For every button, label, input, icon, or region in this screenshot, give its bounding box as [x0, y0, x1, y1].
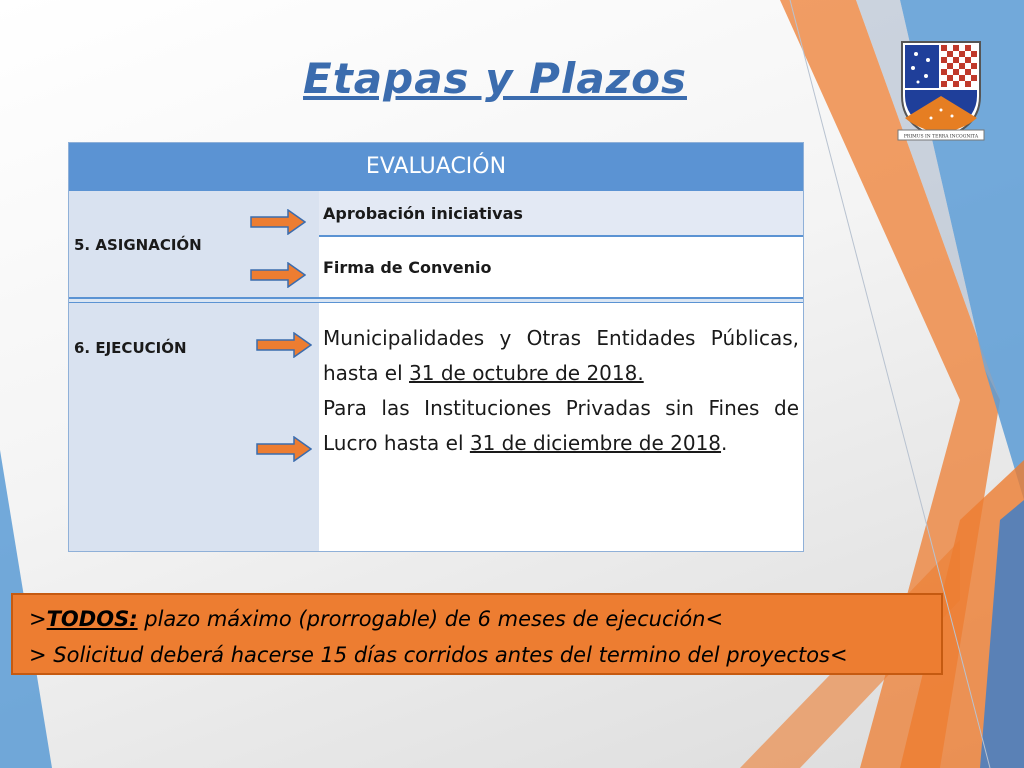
- crest-motto: PRIMUS IN TERRA INCOGNITA: [903, 134, 979, 140]
- note-line1-prefix: >: [29, 607, 47, 631]
- stage-label-ejecucion: 6. EJECUCIÓN: [74, 339, 187, 357]
- municipal-deadline-date: 31 de octubre de 2018.: [409, 361, 644, 385]
- municipal-deadline-text: Municipalidades y Otras Entidades Públicas, hasta el: [323, 326, 799, 385]
- ejecucion-detail-cell: [319, 303, 803, 551]
- note-line1-text: plazo máximo (prorrogable) de 6 meses de ejecución<: [137, 607, 724, 631]
- private-deadline-end: .: [721, 431, 728, 455]
- private-deadline-date: 31 de diciembre de 2018: [469, 431, 722, 455]
- item-aprobacion-iniciativas: Aprobación iniciativas: [319, 191, 803, 237]
- ejecucion-deadlines-text: [323, 321, 799, 461]
- item-firma-convenio: Firma de Convenio: [319, 239, 803, 297]
- note-todos-label: TODOS:: [46, 607, 138, 631]
- regional-crest-icon: [896, 38, 986, 144]
- table-header-evaluacion: EVALUACIÓN: [69, 143, 803, 191]
- note-line-1: [29, 601, 941, 637]
- slide-title: Etapas y Plazos: [303, 54, 687, 103]
- note-line-2: > Solicitud deberá hacerse 15 días corridos antes del termino del proyectos<: [29, 643, 848, 667]
- right-arrow-icon: [256, 436, 312, 462]
- stage-label-asignacion: 5. ASIGNACIÓN: [74, 236, 202, 254]
- stages-table: [68, 142, 804, 552]
- right-arrow-icon: [250, 262, 306, 288]
- stage-column: [69, 191, 319, 551]
- right-arrow-icon: [256, 332, 312, 358]
- deadline-note-box: [11, 593, 943, 675]
- right-arrow-icon: [250, 209, 306, 235]
- private-deadline-text: Para las Instituciones Privadas sin Fines de Lucro hasta el: [323, 396, 799, 455]
